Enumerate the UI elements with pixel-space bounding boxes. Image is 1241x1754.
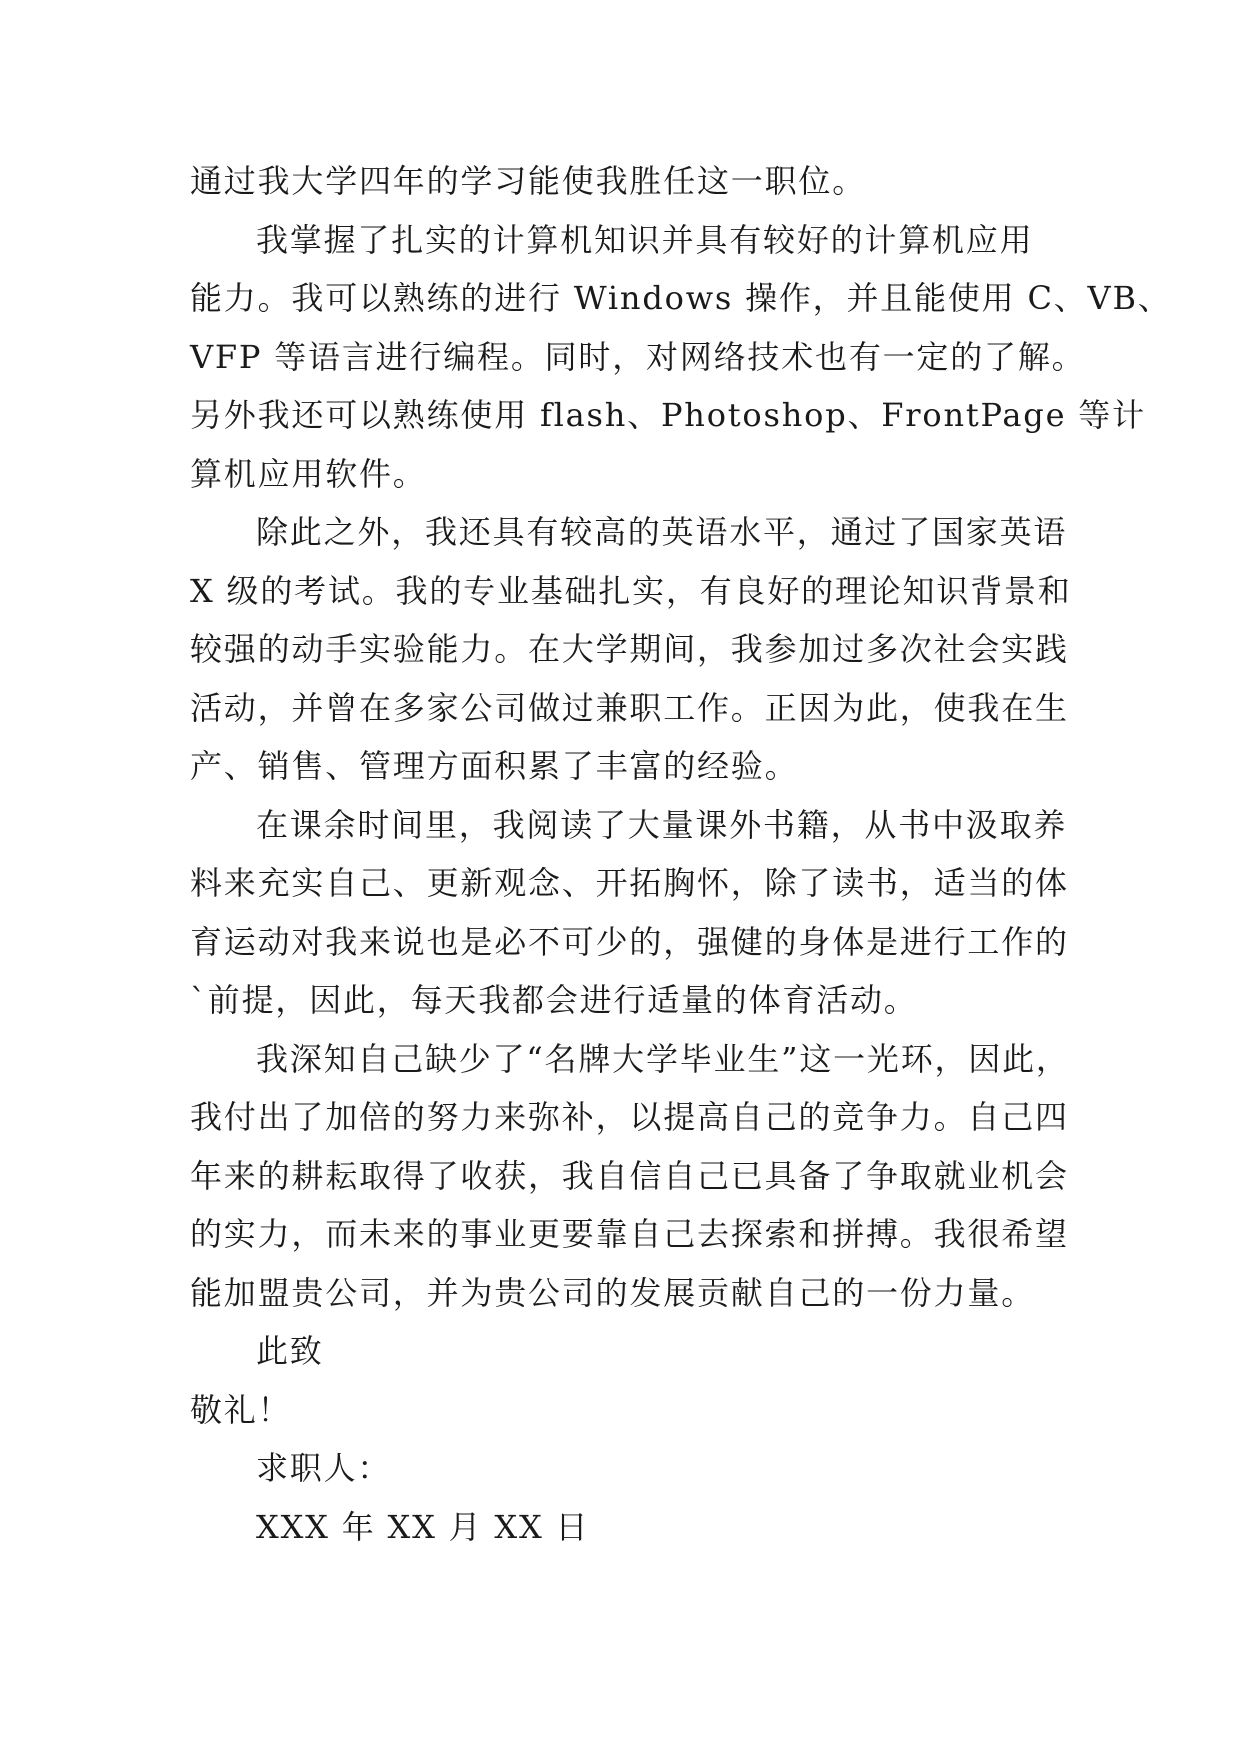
text-line: 我深知自己缺少了“名牌大学毕业生”这一光环，因此，	[256, 1039, 1070, 1078]
text-line: 此致	[256, 1332, 324, 1370]
text-line: 的实力，而未来的事业更要靠自己去探索和拼搏。我很希望	[190, 1215, 1069, 1253]
text-line: 料来充实自己、更新观念、开拓胸怀，除了读书，适当的体	[190, 864, 1069, 902]
text-line: 算机应用软件。	[190, 454, 427, 493]
text-line: 活动，并曾在多家公司做过兼职工作。正因为此，使我在生	[190, 688, 1069, 727]
letter-body	[190, 152, 1172, 1556]
text-line: 我付出了加倍的努力来弥补，以提高自己的竞争力。自己四	[190, 1098, 1069, 1136]
text-line: 较强的动手实验能力。在大学期间，我参加过多次社会实践	[190, 630, 1069, 668]
text-line: 年来的耕耘取得了收获，我自信自己已具备了争取就业机会	[190, 1156, 1069, 1195]
text-line: 能加盟贵公司，并为贵公司的发展贡献自己的一份力量。	[190, 1273, 1036, 1312]
text-line: 育运动对我来说也是必不可少的，强健的身体是进行工作的	[190, 922, 1069, 961]
text-line: VFP 等语言进行编程。同时，对网络技术也有一定的了解。	[190, 337, 1086, 376]
text-line: X 级的考试。我的专业基础扎实，有良好的理论知识背景和	[190, 571, 1072, 610]
text-line: 敬礼！	[190, 1390, 292, 1429]
text-line: XXX 年 XX 月 XX 日	[256, 1507, 590, 1546]
text-line: 我掌握了扎实的计算机知识并具有较好的计算机应用	[256, 220, 1034, 259]
text-line: 产、销售、管理方面积累了丰富的经验。	[190, 747, 799, 785]
text-line: 在课余时间里，我阅读了大量课外书籍，从书中汲取养	[256, 805, 1068, 844]
text-line: 求职人：	[256, 1449, 392, 1487]
text-line: `前提，因此，每天我都会进行适量的体育活动。	[190, 981, 918, 1019]
text-line: 通过我大学四年的学习能使我胜任这一职位。	[190, 162, 867, 200]
text-line: 能力。我可以熟练的进行 Windows 操作，并且能使用 C、VB、	[190, 279, 1172, 317]
text-line: 除此之外，我还具有较高的英语水平，通过了国家英语	[256, 513, 1068, 551]
text-line: 另外我还可以熟练使用 flash、Photoshop、FrontPage 等计	[190, 396, 1146, 434]
